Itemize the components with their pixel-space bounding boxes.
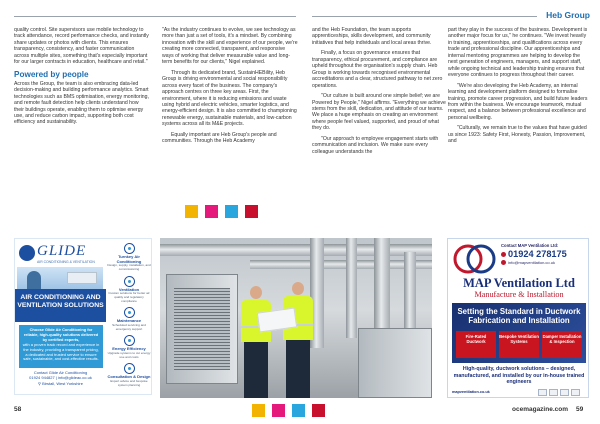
service-desc: Custom solutions for better air quality and regulatory compliance <box>108 291 150 303</box>
glide-service-item <box>107 307 151 331</box>
map-phone-number: 01924 278175 <box>508 249 567 259</box>
glide-logo: GLIDE <box>37 243 87 259</box>
service-desc: Scheduled servicing and emergency support <box>112 322 146 331</box>
map-body-text: High-quality, ductwork solutions – designed, manufactured, and installed by our in-house trained engineers <box>453 366 585 386</box>
body-paragraph: Equally important are Heb Group's people and communities. Through the Heb Academy <box>162 131 277 145</box>
glide-service-item <box>107 276 151 304</box>
glide-engineer-photo <box>17 267 103 289</box>
body-paragraph: "Culturally, we remain true to the values that have guided us since 1923: Safety First, Honesty, Passion, Improvement, and <box>448 125 587 145</box>
footer-square-blue <box>292 404 305 417</box>
magazine-url[interactable]: ocemagazine.com <box>512 406 568 413</box>
service-desc: Upgrade systems to cut energy use and costs <box>107 350 151 359</box>
decor-square-red <box>245 205 258 218</box>
body-paragraph: part they play in the success of the business. Development is another major focus for us," he continues. "We invest heavily in training, apprenticeships, and qualifications across every trade and professional discipline. Our apprenticeships and internal mentoring programmes are helping to develop the next generation of engineers, managers, and support staff, while ongoing technical and leadership training ensures that everyone continues to progress throughout their career. <box>448 27 588 79</box>
body-paragraph: "Our culture is built around one simple belief; we are Powered by People," Nigel affirms. "Everything we achieve stems from the skill, dedication, and attitude of our teams. We place a huge emphasis on creating an environment where people feel valued, supported, and proud of what they do. <box>312 93 446 132</box>
glide-contact-location: ⚲ Birstall, West Yorkshire <box>38 380 83 386</box>
running-head-brand: Heb Group <box>546 10 590 20</box>
engineer-left <box>238 286 274 398</box>
body-paragraph: "We're also developing the Heb Academy, an internal learning and development platform designed to formalise training, promote career progression, and build future leaders from within the business. We encourage teamwork, mutual respect, and a balance between professional excellence and personal wellbeing. <box>448 82 588 121</box>
decor-square-blue <box>225 205 238 218</box>
body-paragraph: quality control. Site supervisors use mobile technology to track attendance, record performance checks, and instantly share updates or photos with clients. This ensures transparency, consistency, and faster communication across multiple sites, something that's especially important for our larger contracts in education, healthcare and retail." <box>14 27 149 66</box>
glide-info-box <box>19 325 103 368</box>
body-paragraph: and the Heb Foundation, the team supports apprenticeships, skills development, and community initiatives that help individuals and local areas thrive. <box>312 27 432 46</box>
service-desc: Design, supply, installation, and commissioning <box>107 263 151 271</box>
leaf-icon <box>124 335 135 346</box>
map-contact-block <box>501 243 587 265</box>
duct-pipe <box>346 238 357 338</box>
header-rule-left <box>14 16 296 17</box>
body-paragraph: Finally, a focus on governance ensures that transparency, ethical procurement, and compliance are upheld throughout the organisation's supply chain. Heb Group is working towards recognised environmental accreditations and a clear, structured pathway to net zero operations. <box>312 50 443 89</box>
fan-icon <box>124 276 135 287</box>
service-title: Ventilation <box>118 286 140 292</box>
glide-contact-phone[interactable]: 01924 944827 | info@glideac.co.uk <box>29 375 92 381</box>
glide-advert[interactable] <box>14 238 152 395</box>
header-rule-right <box>312 16 537 17</box>
page-number-right: 59 <box>576 406 584 413</box>
body-paragraph: "As the industry continues to evolve, we see technology as more than just a set of tools, it's a mindset. By combining innovation with the skill and experience of our people, we're creating more connected, transparent, and responsive ways of working that deliver measurable value and long-term benefits for our clients," Nigel explained. <box>162 27 298 66</box>
glide-location-text: Birstall, West Yorkshire <box>42 380 83 386</box>
glide-contact <box>15 370 106 386</box>
footer-square-yellow <box>252 404 265 417</box>
wrench-icon <box>124 307 135 318</box>
article-column-2 <box>162 27 298 149</box>
map-headline: Setting the Standard in Ductwork Fabrication and Installation <box>457 307 581 325</box>
glide-services <box>107 243 151 391</box>
map-website[interactable]: mapventilation.co.uk <box>452 390 490 394</box>
ac-unit-icon <box>124 243 135 254</box>
body-paragraph: "Our approach to employee engagement starts with communication and inclusion. We make sure every colleague understands the <box>312 135 439 155</box>
email-icon <box>501 260 506 265</box>
map-footer <box>448 389 589 398</box>
glide-service-item <box>107 363 151 387</box>
hvac-unit <box>358 328 432 398</box>
glide-service-item <box>107 335 151 359</box>
map-subtitle: Manufacture & Installation <box>474 290 564 299</box>
footer-square-red <box>312 404 325 417</box>
page-number-left: 58 <box>14 406 22 413</box>
accreditation-badge <box>560 389 569 396</box>
map-ventilation-advert[interactable] <box>447 238 589 398</box>
map-contact-title: Contact MAP Ventilation Ltd: <box>501 243 559 248</box>
map-email-address: info@mapventilation.co.uk <box>508 260 555 265</box>
service-title: Turnkey Air Conditioning <box>116 254 142 264</box>
decor-square-yellow <box>185 205 198 218</box>
hvac-grille <box>174 288 230 370</box>
article-column-4 <box>448 27 588 149</box>
service-title: Consultation & Design <box>107 374 151 380</box>
ac-unit-figure <box>67 272 97 284</box>
service-title: Energy Efficiency <box>112 346 146 352</box>
glide-logo-subtitle: AIR CONDITIONING & VENTILATION <box>37 260 95 264</box>
article-column-3 <box>312 27 448 159</box>
body-paragraph: Across the Group, the team is also embracing data-led decision-making and building performance analytics. Smart technologies such as BMS optimisation, energy monitoring, and remote fault detection help clients understand how their buildings operate, enabling them to optimise energy use, and reduce carbon impact, supporting both cost efficiency and sustainability. <box>14 80 149 126</box>
glide-box-text: with a proven track record and experience in the industry, providing a transparent pricing, a dedicated and trusted service to ensure safe, sustainable, and cost-effective results. <box>22 341 100 362</box>
map-email[interactable] <box>501 260 587 265</box>
decor-square-pink <box>205 205 218 218</box>
map-title: MAP Ventilation Ltd <box>463 276 575 290</box>
map-tag: Bespoke Ventilation Systems <box>499 331 539 358</box>
engineer-right <box>280 282 316 398</box>
accreditation-badge <box>571 389 580 396</box>
service-title: Maintenance <box>116 318 142 324</box>
duct-pipe <box>160 244 432 256</box>
map-phone[interactable] <box>501 249 587 259</box>
footer-square-pink <box>272 404 285 417</box>
engineers-plant-room-photo <box>160 238 432 398</box>
glide-headline: AIR CONDITIONING AND VENTILATION SOLUTIONS <box>15 289 106 322</box>
map-headline-band <box>452 303 586 363</box>
blueprint-icon <box>124 363 135 374</box>
accreditation-badge <box>538 389 547 396</box>
accreditation-badge <box>549 389 558 396</box>
map-tag: Damper Installation & Inspection <box>542 331 582 358</box>
article-column-1 <box>14 27 150 130</box>
glide-service-item <box>107 243 151 272</box>
glide-box-title: Choose Glide Air Conditioning for reliable, high-quality solutions delivered by certified experts, <box>23 327 99 342</box>
glide-logo-icon <box>19 245 35 261</box>
map-tag: Fire-Rated Ductwork <box>456 331 496 358</box>
map-logo-icon <box>453 244 498 274</box>
service-desc: Expert advice and bespoke system planning <box>110 378 148 387</box>
phone-icon <box>501 252 506 257</box>
glide-contact-name: Contact Glide Air Conditioning <box>33 370 88 375</box>
body-paragraph: Through its dedicated brand, SustainHEBility, Heb Group is driving environmental and social responsibility across every facet of the business. The company's approach centres on three key areas. First, the environment, where it is reducing emissions and waste using hybrid and electric vehicles, smarter logistics, and energy-efficient design. It is also committed to championing renewable energy, sustainable materials, and low-carbon systems across all its M&E projects. <box>162 69 297 128</box>
section-heading: Powered by people <box>14 69 89 79</box>
engineer-figure <box>27 271 41 289</box>
